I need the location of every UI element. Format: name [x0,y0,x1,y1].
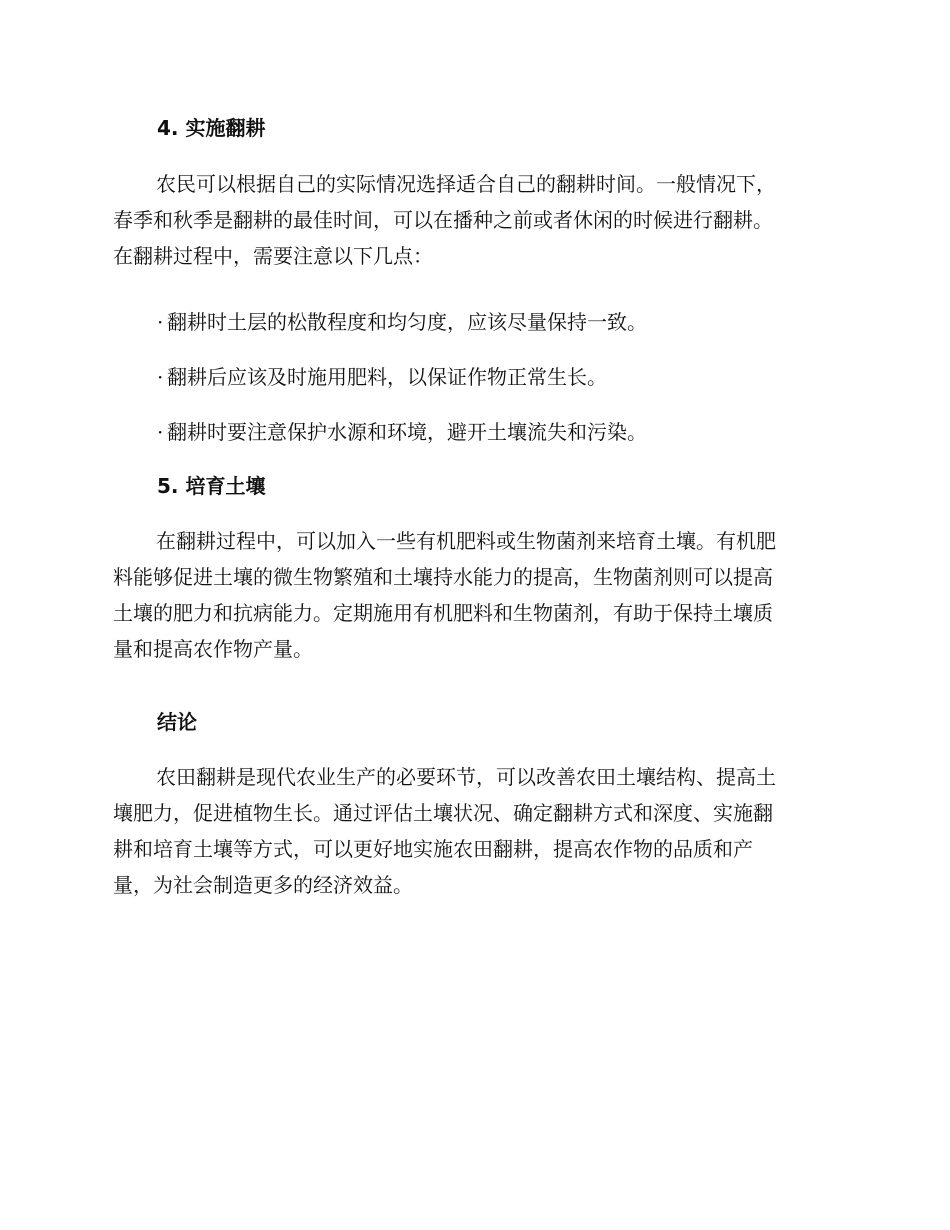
bullet-text: 翻耕时土层的松散程度和均匀度，应该尽量保持一致。 [167,310,647,334]
paragraph-line: 农民可以根据自己的实际情况选择适合自己的翻耕时间。一般情况下， [156,172,776,196]
paragraph-line: 耕和培育土壤等方式，可以更好地实施农田翻耕，提高农作物的品质和产 [113,837,753,861]
paragraph-line: 量和提高农作物产量。 [113,637,313,661]
bullet-item [157,419,647,445]
paragraph-line: 在翻耕过程中，需要注意以下几点： [113,244,433,268]
paragraph-line: 量，为社会制造更多的经济效益。 [113,873,413,897]
paragraph-line: 农田翻耕是现代农业生产的必要环节，可以改善农田土壤结构、提高土 [156,765,776,789]
section-heading: 4. 实施翻耕 [157,116,266,140]
section-heading: 5. 培育土壤 [157,474,266,498]
section-heading: 结论 [157,710,197,734]
paragraph-line: 料能够促进土壤的微生物繁殖和土壤持水能力的提高，生物菌剂则可以提高 [113,565,773,589]
bullet-marker: · [157,365,164,389]
bullet-text: 翻耕时要注意保护水源和环境，避开土壤流失和污染。 [167,420,647,444]
bullet-text: 翻耕后应该及时施用肥料，以保证作物正常生长。 [167,365,607,389]
bullet-item [157,364,607,390]
bullet-item [157,309,647,335]
paragraph-line: 壤肥力，促进植物生长。通过评估土壤状况、确定翻耕方式和深度、实施翻 [113,801,773,825]
section-paragraph [113,759,833,903]
bullet-marker: · [157,420,164,444]
paragraph-line: 在翻耕过程中，可以加入一些有机肥料或生物菌剂来培育土壤。有机肥 [156,529,776,553]
section-paragraph [113,523,833,667]
section-paragraph [113,166,833,274]
paragraph-line: 春季和秋季是翻耕的最佳时间，可以在播种之前或者休闲的时候进行翻耕。 [113,208,773,232]
bullet-marker: · [157,310,164,334]
paragraph-line: 土壤的肥力和抗病能力。定期施用有机肥料和生物菌剂，有助于保持土壤质 [113,601,773,625]
